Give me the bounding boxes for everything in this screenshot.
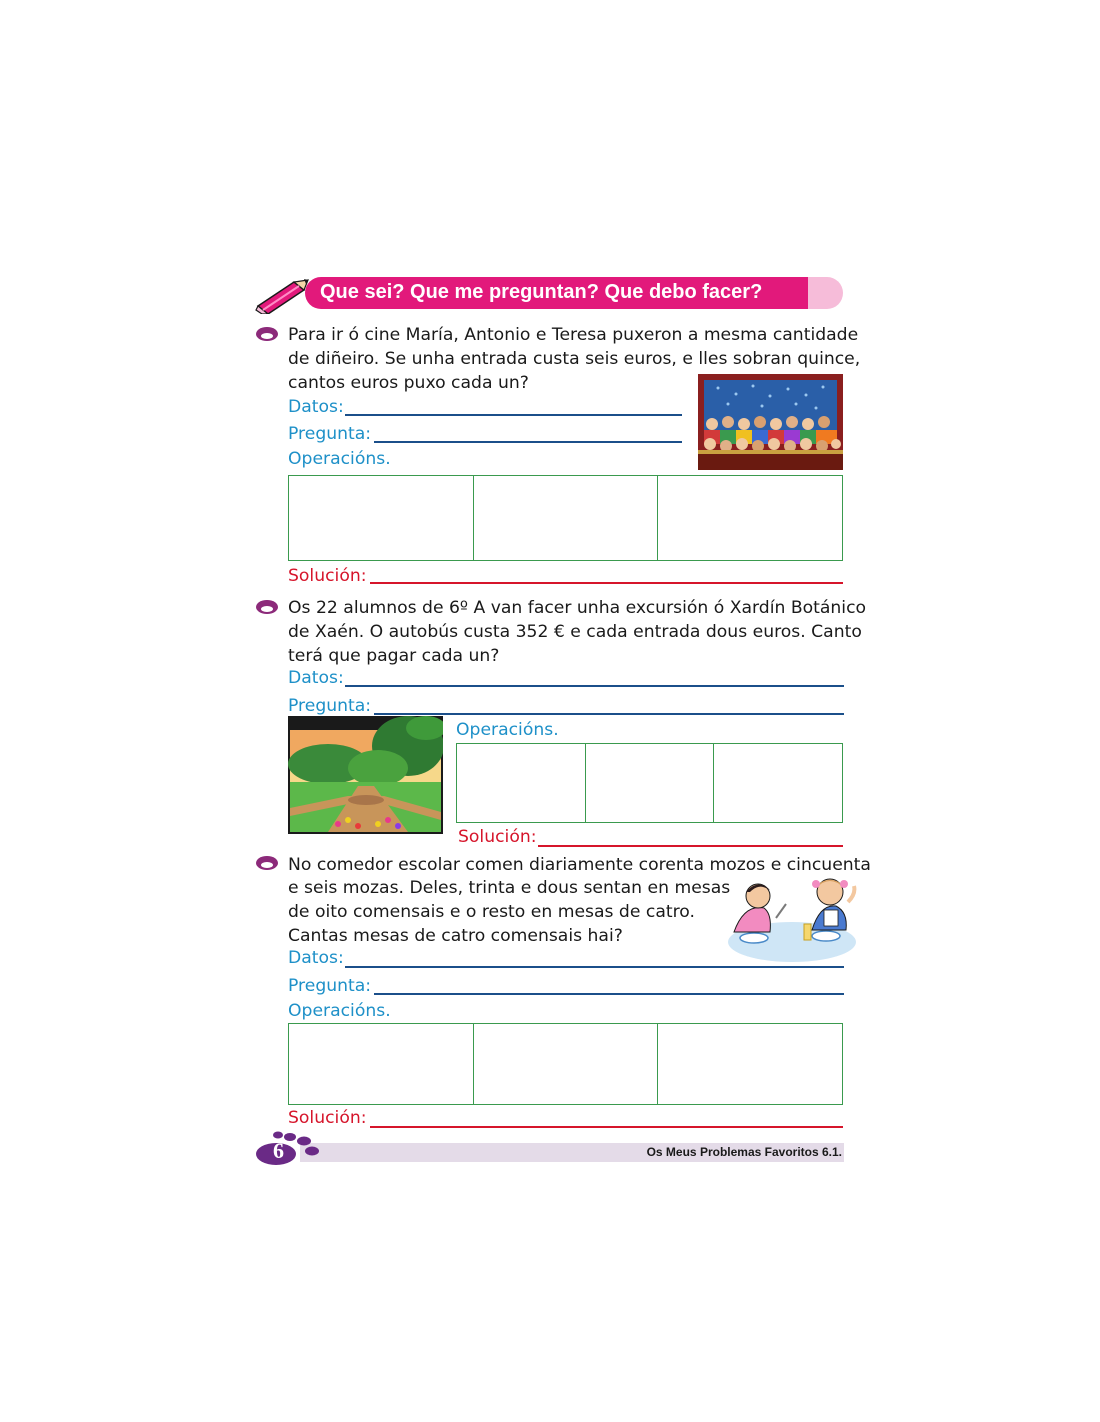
problem-3-line-1: No comedor escolar comen diariamente corenta mozos e cincuenta bbox=[288, 855, 871, 875]
pregunta-answer-line[interactable] bbox=[374, 441, 682, 443]
solucion-answer-line[interactable] bbox=[370, 1126, 843, 1128]
pregunta-answer-line[interactable] bbox=[374, 993, 844, 995]
book-title: Os Meus Problemas Favoritos 6.1. bbox=[646, 1145, 842, 1159]
problem-2-line-1: Os 22 alumnos de 6º A van facer unha excursión ó Xardín Botánico bbox=[288, 598, 867, 618]
operations-cell[interactable] bbox=[658, 476, 842, 560]
operations-cell[interactable] bbox=[586, 744, 715, 822]
operacions-label: Operacións. bbox=[288, 449, 391, 469]
page-title: Que sei? Que me preguntan? Que debo facer? bbox=[320, 281, 763, 303]
solucion-label: Solución: bbox=[288, 566, 367, 586]
page-number: 6 bbox=[273, 1138, 284, 1163]
operacions-label: Operacións. bbox=[456, 720, 559, 740]
solucion-answer-line[interactable] bbox=[538, 845, 843, 847]
phone-bullet-icon bbox=[255, 599, 279, 615]
paw-print-icon bbox=[254, 1130, 324, 1166]
children-eating-illustration bbox=[724, 874, 860, 964]
cinema-audience-illustration bbox=[698, 374, 843, 470]
header-banner-cap bbox=[808, 277, 843, 309]
pregunta-label: Pregunta: bbox=[288, 696, 372, 716]
operacions-label: Operacións. bbox=[288, 1001, 391, 1021]
solucion-answer-line[interactable] bbox=[370, 582, 843, 584]
solucion-label: Solución: bbox=[288, 1108, 367, 1128]
pencil-icon bbox=[254, 276, 310, 314]
problem-1-line-1: Para ir ó cine María, Antonio e Teresa puxeron a mesma cantidade bbox=[288, 325, 859, 345]
botanical-garden-illustration bbox=[288, 716, 443, 834]
solucion-label: Solución: bbox=[458, 827, 537, 847]
datos-answer-line[interactable] bbox=[345, 414, 682, 416]
operations-cell[interactable] bbox=[289, 1024, 474, 1104]
operations-cell[interactable] bbox=[289, 476, 474, 560]
datos-label: Datos: bbox=[288, 397, 344, 417]
problem-3-line-4: Cantas mesas de catro comensais hai? bbox=[288, 926, 623, 946]
operations-cell[interactable] bbox=[714, 744, 842, 822]
problem-1-line-2: de diñeiro. Se unha entrada custa seis euros, e lles sobran quince, bbox=[288, 349, 861, 369]
datos-answer-line[interactable] bbox=[345, 685, 844, 687]
operations-cell[interactable] bbox=[457, 744, 586, 822]
problem-3-line-3: de oito comensais e o resto en mesas de catro. bbox=[288, 902, 695, 922]
operations-cell[interactable] bbox=[474, 1024, 659, 1104]
phone-bullet-icon bbox=[255, 855, 279, 871]
datos-answer-line[interactable] bbox=[345, 966, 844, 968]
datos-label: Datos: bbox=[288, 668, 344, 688]
phone-bullet-icon bbox=[255, 326, 279, 342]
datos-label: Datos: bbox=[288, 948, 344, 968]
problem-1-line-3: cantos euros puxo cada un? bbox=[288, 373, 529, 393]
problem-2-line-3: terá que pagar cada un? bbox=[288, 646, 500, 666]
operations-cell[interactable] bbox=[474, 476, 659, 560]
problem-3-line-2: e seis mozas. Deles, trinta e dous sentan en mesas bbox=[288, 878, 731, 898]
operations-box-3 bbox=[288, 1023, 843, 1105]
operations-box-2 bbox=[456, 743, 843, 823]
operations-box-1 bbox=[288, 475, 843, 561]
pregunta-label: Pregunta: bbox=[288, 424, 372, 444]
problem-2-line-2: de Xaén. O autobús custa 352 € e cada entrada dous euros. Canto bbox=[288, 622, 862, 642]
operations-cell[interactable] bbox=[658, 1024, 842, 1104]
pregunta-answer-line[interactable] bbox=[374, 713, 844, 715]
pregunta-label: Pregunta: bbox=[288, 976, 372, 996]
